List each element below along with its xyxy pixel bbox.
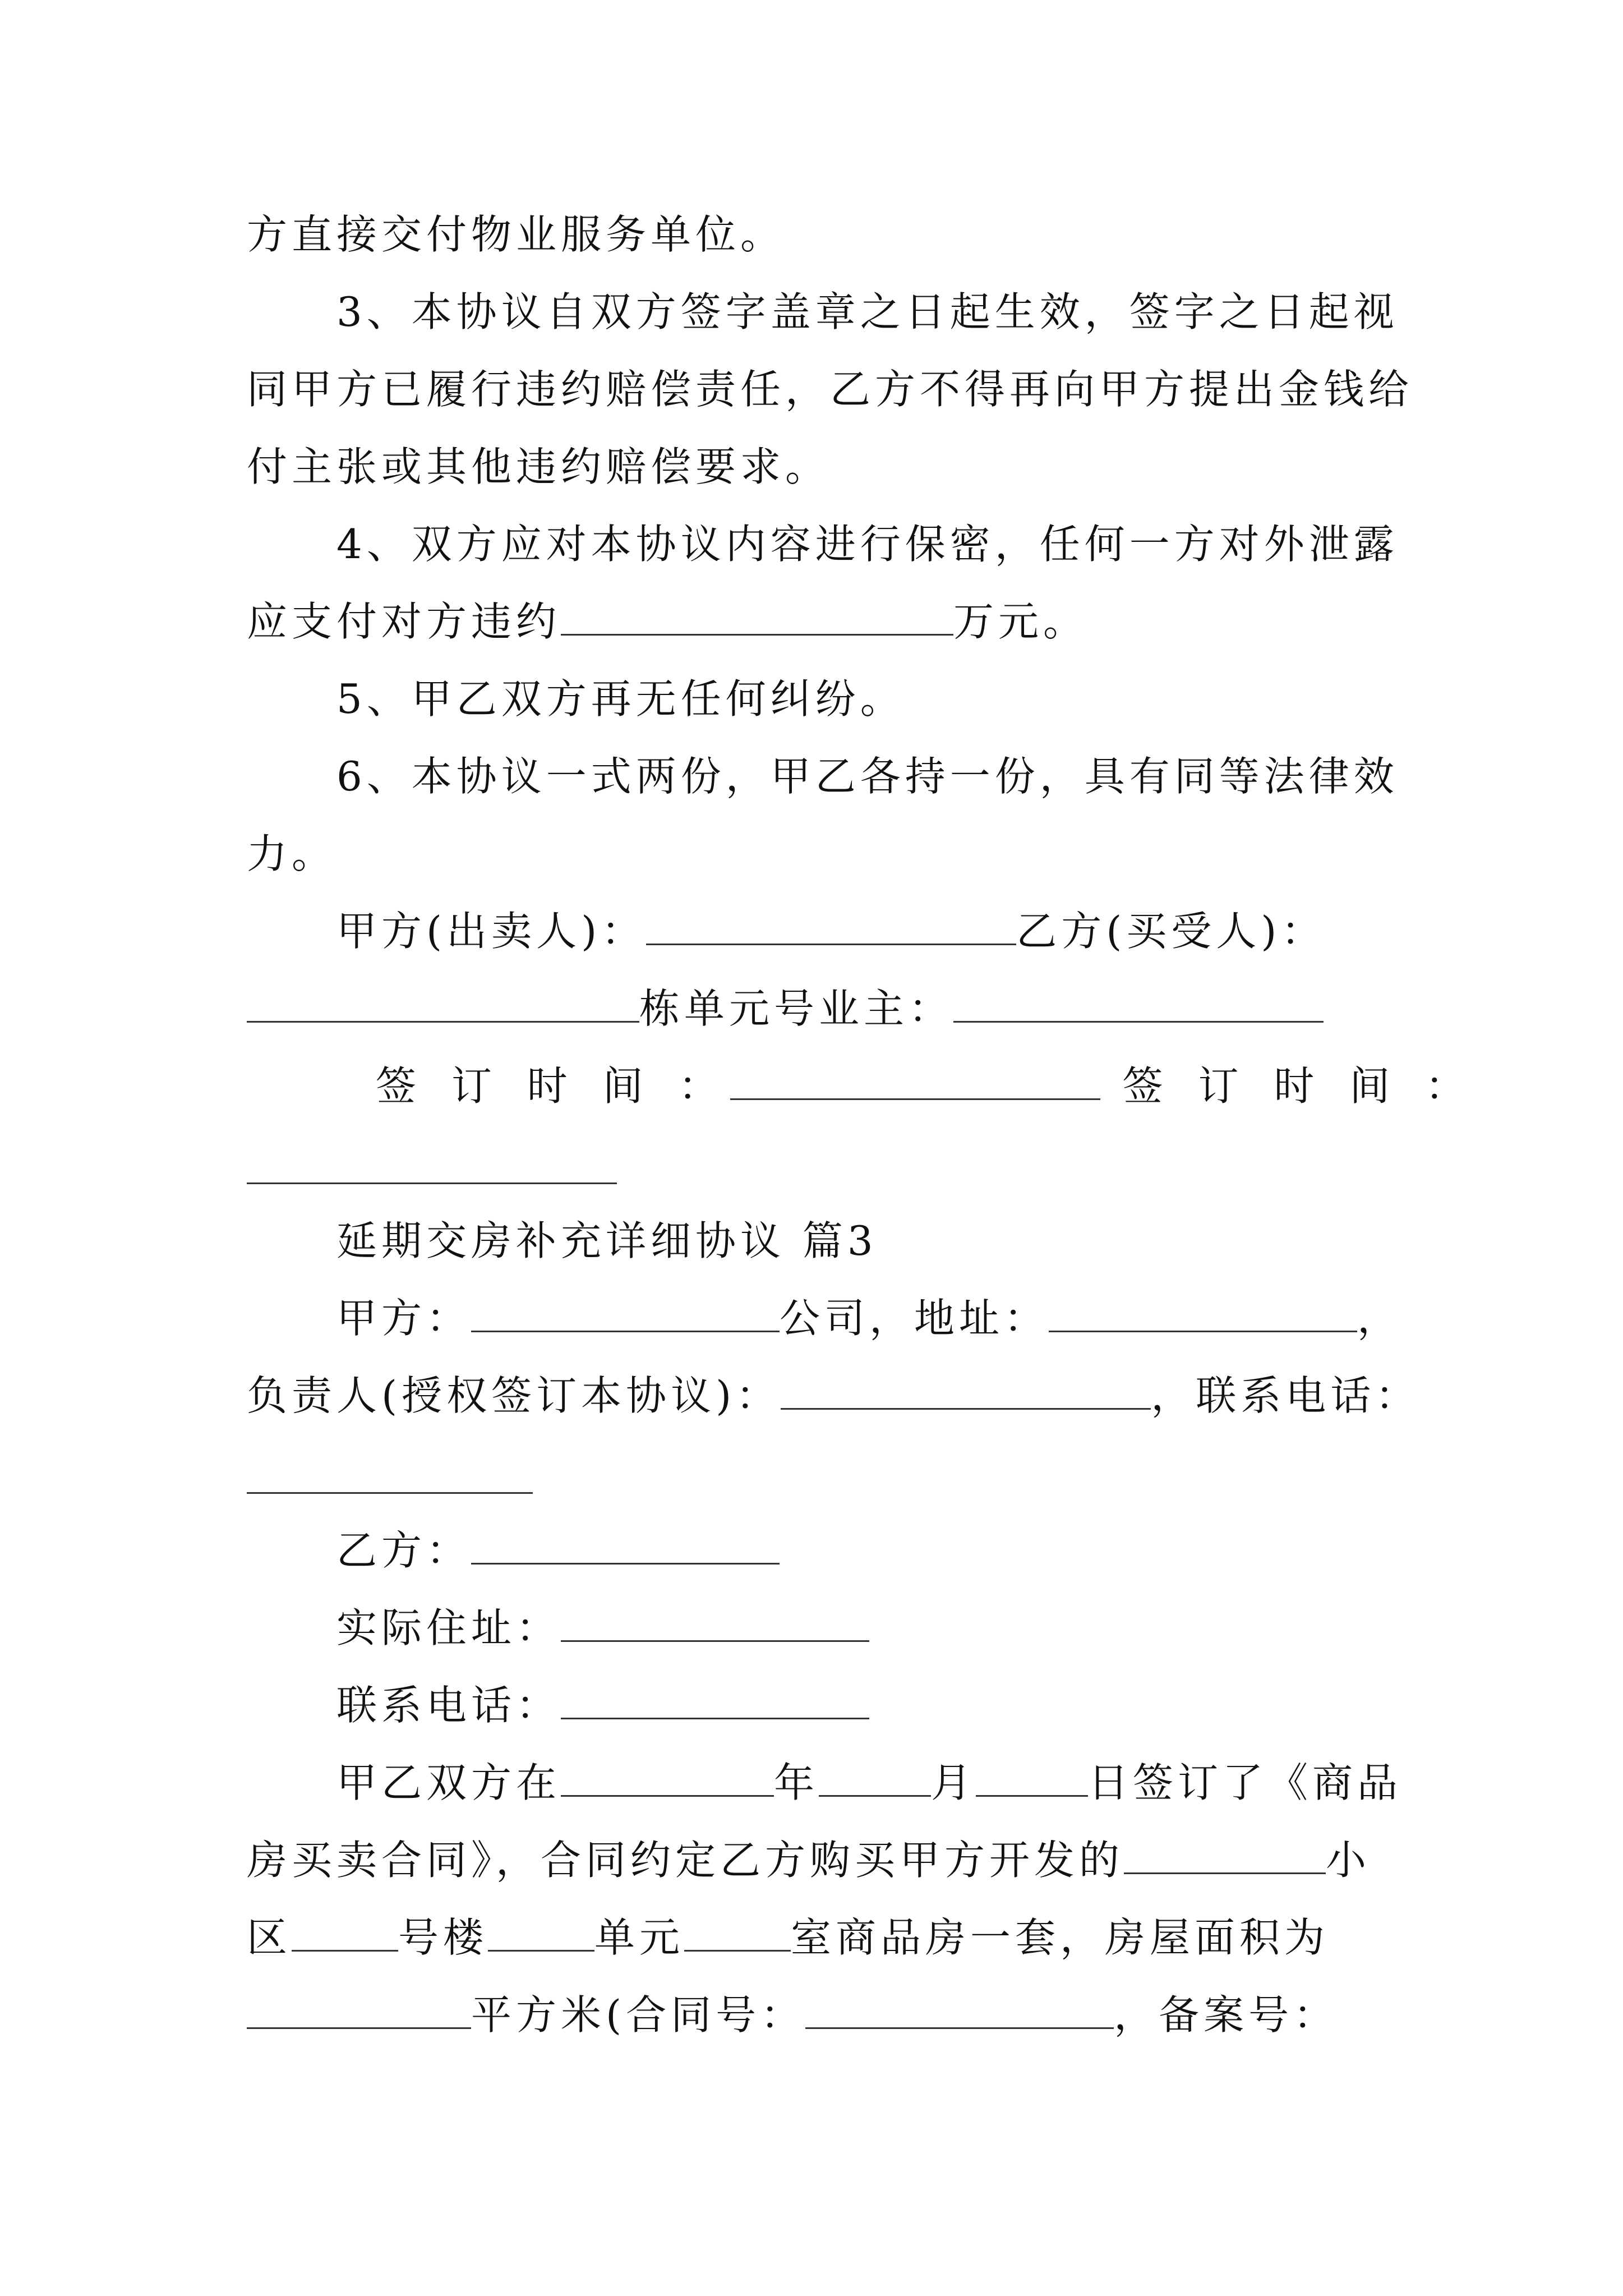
actual-address-blank bbox=[561, 1607, 869, 1642]
contact-line bbox=[336, 1674, 1475, 1736]
representative-blank bbox=[781, 1374, 1151, 1410]
paragraph-line bbox=[247, 204, 1385, 265]
text: 栋单元号业主： bbox=[639, 985, 954, 1032]
text: 室商品房一套，房屋面积为 bbox=[791, 1914, 1330, 1961]
penalty-amount-blank bbox=[561, 600, 953, 636]
party-b-line bbox=[336, 1520, 1475, 1581]
clause-5 bbox=[336, 668, 1475, 730]
text: 号楼 bbox=[398, 1914, 488, 1961]
text: 应支付对方违约 bbox=[247, 598, 561, 645]
owner-line bbox=[247, 978, 1385, 1039]
signing-date-blank-2 bbox=[247, 1182, 617, 1184]
address-line bbox=[336, 1597, 1475, 1659]
contract-line-1 bbox=[336, 1752, 1475, 1814]
text: 公司，地址： bbox=[780, 1295, 1049, 1342]
community-blank bbox=[1124, 1839, 1326, 1874]
text: 单元 bbox=[594, 1914, 685, 1961]
contract-line-3 bbox=[247, 1907, 1385, 1968]
text: ， bbox=[1357, 1295, 1403, 1342]
clause-3-line-3 bbox=[247, 436, 1385, 498]
party-a-line bbox=[336, 1287, 1475, 1349]
clause-4-line-2 bbox=[247, 591, 1385, 652]
day-blank bbox=[976, 1761, 1088, 1797]
clause-4-line-1 bbox=[336, 513, 1399, 575]
signing-date-blank-1 bbox=[730, 1065, 1100, 1100]
clause-3-line-2 bbox=[247, 358, 1414, 420]
address-blank bbox=[1049, 1297, 1357, 1332]
text: 区 bbox=[247, 1914, 292, 1961]
text: 签 订 时 间 ： bbox=[376, 1062, 730, 1110]
text: 签 订 时 间 ： bbox=[1122, 1062, 1477, 1110]
company-blank bbox=[471, 1297, 780, 1332]
text: 乙方(买受人)： bbox=[1016, 908, 1326, 955]
text: 实际住址： bbox=[336, 1604, 561, 1651]
text: 6、本协议一式两份，甲乙各持一份，具有同等法律效 bbox=[336, 753, 1399, 800]
unit-blank bbox=[488, 1916, 594, 1952]
text: 平方米(合同号： bbox=[471, 1991, 806, 2039]
text: ，联系电话： bbox=[1151, 1372, 1421, 1419]
text: 4、双方应对本协议内容进行保密，任何一方对外泄露 bbox=[336, 521, 1399, 568]
text: 3、本协议自双方签字盖章之日起生效，签字之日起视 bbox=[336, 288, 1399, 335]
contract-line-4 bbox=[247, 1984, 1385, 2046]
text: 甲乙双方在 bbox=[336, 1759, 561, 1806]
text: 年 bbox=[774, 1759, 819, 1806]
text: 甲方： bbox=[336, 1295, 472, 1342]
party-b-blank bbox=[471, 1529, 780, 1565]
text: 乙方： bbox=[336, 1527, 472, 1574]
text: 小 bbox=[1326, 1837, 1371, 1884]
text: 同甲方已履行违约赔偿责任，乙方不得再向甲方提出金钱给 bbox=[247, 366, 1414, 413]
text: 力。 bbox=[247, 830, 337, 877]
month-blank bbox=[819, 1761, 931, 1797]
owner-blank bbox=[953, 987, 1324, 1023]
text: 月 bbox=[931, 1759, 976, 1806]
signing-date-line bbox=[376, 1055, 1477, 1117]
text: 5、甲乙双方再无任何纠纷。 bbox=[336, 675, 905, 723]
area-blank bbox=[247, 1994, 471, 2029]
text: 万元。 bbox=[953, 598, 1089, 645]
text: 联系电话： bbox=[336, 1682, 561, 1729]
building-blank bbox=[292, 1916, 398, 1952]
room-blank bbox=[684, 1916, 791, 1952]
contract-line-2 bbox=[247, 1829, 1385, 1891]
section-heading bbox=[336, 1210, 1475, 1272]
contract-number-blank bbox=[805, 1994, 1114, 2029]
clause-3-line-1 bbox=[336, 281, 1399, 343]
text: 房买卖合同》，合同约定乙方购买甲方开发的 bbox=[247, 1837, 1124, 1884]
contact-phone-blank bbox=[561, 1684, 869, 1719]
text: 日签订了《商品 bbox=[1088, 1759, 1403, 1806]
text: 方直接交付物业服务单位。 bbox=[247, 211, 786, 258]
text: 甲方(出卖人)： bbox=[336, 908, 647, 955]
seller-signature-blank bbox=[646, 910, 1016, 945]
year-blank bbox=[561, 1761, 774, 1797]
text: 负责人(授权签订本协议)： bbox=[247, 1372, 781, 1419]
text: 延期交房补充详细协议 篇3 bbox=[336, 1217, 878, 1264]
representative-line bbox=[247, 1365, 1421, 1427]
clause-6-line-2 bbox=[247, 823, 1385, 885]
phone-blank bbox=[247, 1492, 533, 1494]
signature-party-line bbox=[336, 900, 1385, 962]
buyer-signature-blank bbox=[247, 987, 639, 1023]
text: ，备案号： bbox=[1114, 1991, 1339, 2039]
text: 付主张或其他违约赔偿要求。 bbox=[247, 443, 831, 490]
clause-6-line-1 bbox=[336, 746, 1399, 807]
